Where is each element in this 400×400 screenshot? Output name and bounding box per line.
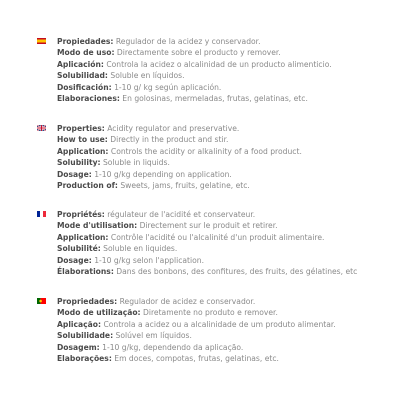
info-text: Directly in the product and stir. <box>107 135 229 145</box>
info-label: Dosificación: <box>57 82 112 92</box>
info-text: Regulador de la acidez y conservador. <box>113 37 261 46</box>
spanish-lines <box>57 36 397 104</box>
info-text: Soluble en liquides. <box>100 244 178 254</box>
info-text: Controls the acidity or alkalinity of a food product. <box>108 146 302 156</box>
info-label: Solubility: <box>57 158 101 168</box>
info-label: Mode d'utilisation: <box>57 221 138 231</box>
info-label: Application: <box>57 232 109 242</box>
french-lines <box>57 209 397 277</box>
info-label: Propriedades: <box>57 297 118 306</box>
info-text: Dans des bonbons, des confitures, des fruits, des gélatines, etc <box>113 266 358 276</box>
info-line <box>57 296 397 307</box>
info-label: Aplicación: <box>57 59 104 69</box>
info-text: Controla la acidez o alcalinidad de un producto alimenticio. <box>103 59 332 69</box>
info-label: Dosagem: <box>57 342 100 352</box>
info-label: Elaborações: <box>57 353 112 363</box>
info-line <box>57 220 397 231</box>
info-text: 1-10 g/kg depending on application. <box>91 169 232 179</box>
info-label: Élaborations: <box>57 266 114 276</box>
info-text: 1-10 g/kg selon l'application. <box>91 255 204 265</box>
info-line <box>57 255 397 266</box>
info-line <box>57 232 397 243</box>
info-line <box>57 319 397 330</box>
info-text: Acidity regulator and preservative. <box>104 124 240 133</box>
info-text: 1-10 g/ kg según aplicación. <box>111 82 222 92</box>
info-line <box>57 36 397 47</box>
info-label: Modo de utilização: <box>57 308 141 318</box>
info-line <box>57 266 397 277</box>
info-text: Directamente sobre el producto y remover. <box>114 48 281 58</box>
info-label: Dosage: <box>57 169 92 179</box>
uk-flag-icon <box>37 125 46 131</box>
info-label: Propriétés: <box>57 210 105 219</box>
info-line <box>57 209 397 220</box>
info-label: Application: <box>57 146 109 156</box>
english-lines <box>57 123 397 191</box>
info-line <box>57 342 397 353</box>
portugal-flag-icon <box>37 298 46 304</box>
france-flag-icon <box>37 211 46 217</box>
info-text: Solúvel em líquidos. <box>113 331 192 341</box>
info-text: régulateur de l'acidité et conservateur. <box>104 210 256 219</box>
info-text: Soluble en líquidos. <box>107 71 185 81</box>
info-label: Solubilidade: <box>57 331 114 341</box>
info-line <box>57 47 397 58</box>
info-label: Propiedades: <box>57 37 114 46</box>
info-line <box>57 180 397 191</box>
info-text: 1-10 g/kg, dependendo da aplicação. <box>99 342 244 352</box>
info-line <box>57 123 397 134</box>
info-label: Aplicação: <box>57 319 102 329</box>
info-line <box>57 82 397 93</box>
info-label: How to use: <box>57 135 108 145</box>
info-line <box>57 70 397 81</box>
info-line <box>57 157 397 168</box>
info-text: En golosinas, mermeladas, frutas, gelatinas, etc. <box>119 93 308 103</box>
info-text: Soluble in liquids. <box>100 158 170 168</box>
portuguese-lines <box>57 296 397 364</box>
info-line <box>57 59 397 70</box>
info-line <box>57 146 397 157</box>
info-label: Solubilidad: <box>57 71 108 81</box>
info-label: Solubilité: <box>57 244 101 254</box>
info-label: Dosage: <box>57 255 92 265</box>
info-label: Modo de uso: <box>57 48 115 58</box>
info-text: Regulador de acidez e conservador. <box>117 297 256 306</box>
info-line <box>57 169 397 180</box>
info-label: Properties: <box>57 124 105 133</box>
info-line <box>57 243 397 254</box>
info-text: Diretamente no produto e remover. <box>140 308 278 318</box>
info-label: Elaboraciones: <box>57 93 120 103</box>
info-text: Em doces, compotas, frutas, gelatinas, etc. <box>111 353 279 363</box>
spain-flag-icon <box>37 38 46 44</box>
info-text: Directement sur le produit et retirer. <box>137 221 278 231</box>
info-line <box>57 330 397 341</box>
info-label: Production of: <box>57 180 118 190</box>
info-line <box>57 93 397 104</box>
info-text: Contrôle l'acidité ou l'alcalinité d'un produit alimentaire. <box>108 232 325 242</box>
info-text: Controla a acidez ou a alcalinidade de um produto alimentar. <box>101 319 336 329</box>
info-line <box>57 307 397 318</box>
info-line <box>57 353 397 364</box>
info-text: Sweets, jams, fruits, gelatine, etc. <box>117 180 250 190</box>
info-line <box>57 134 397 145</box>
